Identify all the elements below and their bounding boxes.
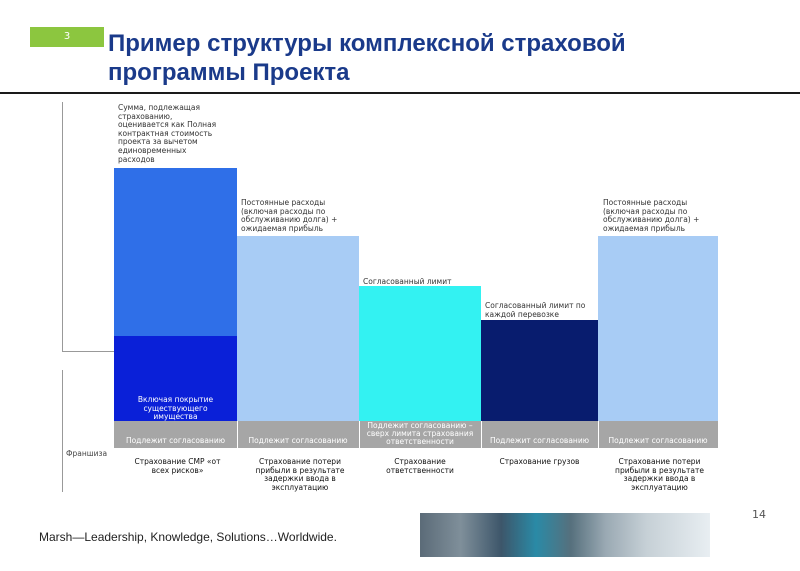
axis-tick [62,351,114,352]
footer-tagline: Marsh—Leadership, Knowledge, Solutions…Worldwide. [39,530,337,544]
slide-title-line-2: программы Проекта [108,59,350,86]
franchise-label-2: Подлежит согласованию [248,436,348,445]
slide-number-badge: 3 [30,27,104,47]
bar-limit-per-transit [481,320,598,421]
label-fixed-costs-2: Постоянные расходы (включая расходы по обслуживанию долга) + ожидаемая прибыль [603,198,700,233]
axis-line-lower [62,370,63,492]
label-existing-property: Включая покрытие существующего имущества [137,395,214,422]
caption-delay-startup: Страхование потери прибыли в результате задержки ввода в эксплуатацию [255,457,345,492]
franchise-label-5: Подлежит согласованию [608,436,708,445]
bar-fixed-costs-2 [598,236,718,421]
title-divider [0,92,800,94]
caption-car-insurance: Страхование СМР «от всех рисков» [134,457,221,475]
franchise-label-4: Подлежит согласованию [489,436,590,445]
caption-delay-startup-2: Страхование потери прибыли в результате задержки ввода в эксплуатацию [615,457,704,492]
slide-title [108,29,728,87]
franchise-axis-label: Франшиза [66,449,108,458]
caption-liability: Страхование ответственности [386,457,454,475]
industrial-photo-strip [420,513,710,557]
franchise-label-1: Подлежит согласованию [125,436,226,445]
bar-agreed-limit [359,286,481,421]
slide-title-line-1: Пример структуры комплексной страховой [108,30,626,57]
label-limit-per-transit: Согласованный лимит по каждой перевозке [485,301,586,319]
page-number: 14 [752,508,766,521]
label-agreed-limit: Согласованный лимит [363,277,452,286]
bar-fixed-costs [237,236,359,421]
bar-property-sum [114,168,237,336]
label-sum-insured: Сумма, подлежащая страхованию, оценивается как Полная контрактная стоимость проекта за вычетом единовременных расходов [118,103,217,164]
axis-line-upper [62,102,63,352]
franchise-label-3: Подлежит согласованию – сверх лимита страхования ответственности подрядчиков [366,421,474,455]
caption-cargo: Страхование грузов [499,457,580,466]
label-fixed-costs: Постоянные расходы (включая расходы по обслуживанию долга) + ожидаемая прибыль [241,198,338,233]
